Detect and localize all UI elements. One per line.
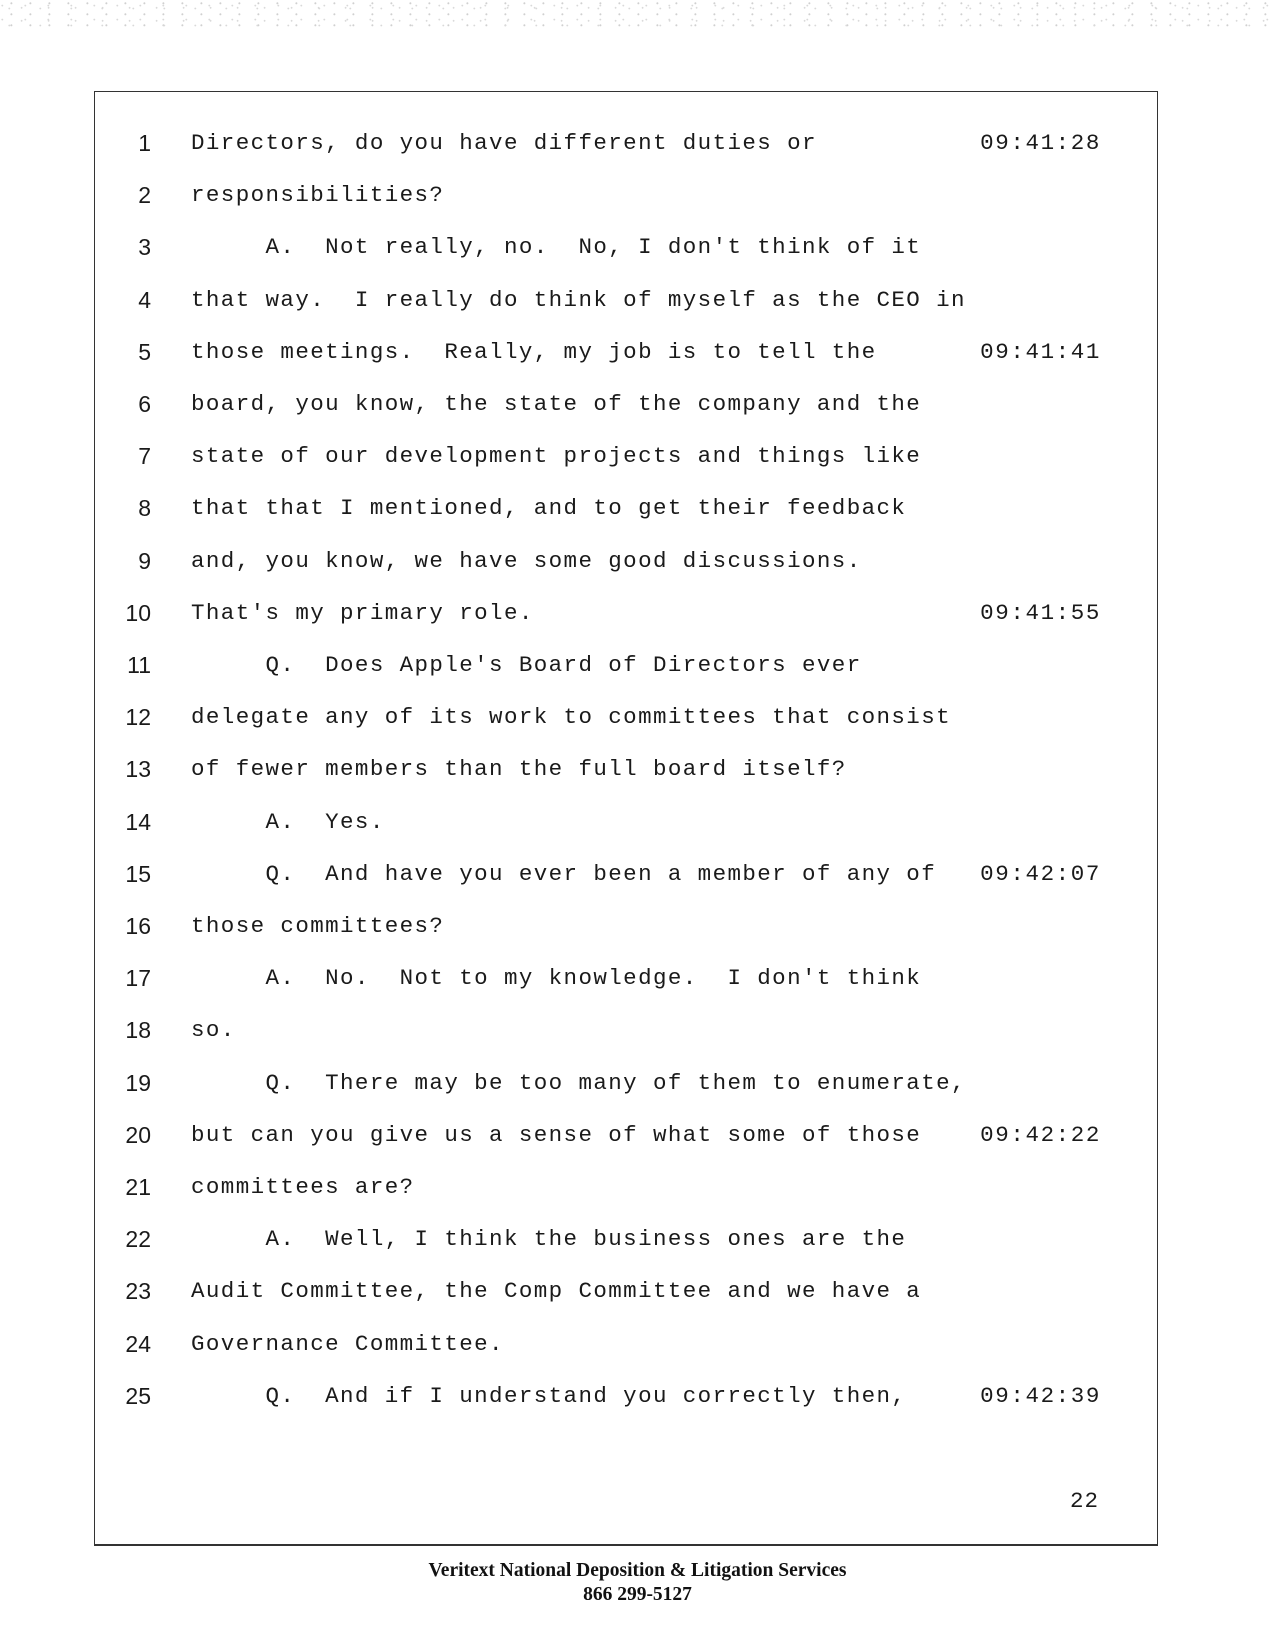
line-number: 17 bbox=[125, 965, 151, 992]
footer bbox=[0, 1559, 1275, 1607]
line-text: Q. Does Apple's Board of Directors ever bbox=[191, 652, 862, 678]
transcript-line bbox=[95, 861, 1159, 901]
line-text: so. bbox=[191, 1017, 236, 1044]
line-number: 7 bbox=[138, 443, 151, 470]
timestamp: 09:41:55 bbox=[980, 599, 1101, 626]
line-text: Q. And have you ever been a member of any of bbox=[191, 860, 937, 887]
transcript-line bbox=[95, 704, 1159, 744]
line-number: 2 bbox=[138, 182, 151, 209]
timestamp: 09:41:28 bbox=[980, 130, 1101, 156]
transcript-line bbox=[95, 234, 1159, 274]
line-number: 4 bbox=[138, 286, 151, 313]
line-text: but can you give us a sense of what some of those bbox=[191, 1121, 922, 1148]
scan-artifact-strip bbox=[0, 0, 1275, 30]
line-number: 23 bbox=[125, 1278, 151, 1305]
transcript-line bbox=[95, 287, 1159, 327]
transcript-line bbox=[95, 339, 1159, 379]
line-number: 10 bbox=[125, 599, 151, 626]
line-text: state of our development projects and things like bbox=[191, 443, 922, 470]
line-text: responsibilities? bbox=[191, 182, 445, 209]
transcript-line bbox=[95, 495, 1159, 535]
line-text: A. No. Not to my knowledge. I don't think bbox=[191, 965, 922, 992]
page-number: 22 bbox=[1069, 1488, 1099, 1514]
line-number: 22 bbox=[125, 1226, 151, 1253]
transcript-line bbox=[95, 443, 1159, 483]
line-number: 3 bbox=[138, 234, 151, 261]
line-number: 19 bbox=[125, 1069, 151, 1096]
transcript-line bbox=[95, 913, 1159, 953]
line-number: 14 bbox=[125, 808, 151, 835]
transcript-line bbox=[95, 965, 1159, 1005]
line-number: 13 bbox=[125, 756, 151, 783]
timestamp: 09:42:39 bbox=[980, 1382, 1101, 1409]
transcript-line bbox=[95, 391, 1159, 431]
timestamp: 09:42:07 bbox=[980, 860, 1101, 887]
line-text: A. Well, I think the business ones are the bbox=[191, 1226, 907, 1253]
line-number: 9 bbox=[138, 547, 151, 574]
transcript-line bbox=[95, 130, 1159, 170]
line-number: 15 bbox=[125, 860, 151, 887]
line-number: 18 bbox=[125, 1017, 151, 1044]
transcript-line bbox=[95, 1017, 1159, 1057]
line-text: Directors, do you have different duties or bbox=[191, 130, 817, 156]
line-text: board, you know, the state of the company and the bbox=[191, 391, 922, 417]
line-text: A. Not really, no. No, I don't think of it bbox=[191, 234, 922, 261]
transcript-line bbox=[95, 600, 1159, 640]
line-text: Q. There may be too many of them to enumerate, bbox=[191, 1069, 966, 1096]
transcript-line bbox=[95, 756, 1159, 796]
line-number: 25 bbox=[125, 1382, 151, 1409]
line-text: those meetings. Really, my job is to tell the bbox=[191, 338, 877, 365]
transcript-line bbox=[95, 548, 1159, 588]
line-text: Audit Committee, the Comp Committee and we have a bbox=[191, 1278, 922, 1305]
line-number: 12 bbox=[125, 704, 151, 731]
transcript-line bbox=[95, 652, 1159, 692]
transcript-line bbox=[95, 1226, 1159, 1266]
transcript-line bbox=[95, 1331, 1159, 1371]
line-text: those committees? bbox=[191, 913, 445, 939]
transcript-line bbox=[95, 809, 1159, 849]
line-text: A. Yes. bbox=[191, 808, 385, 835]
line-number: 6 bbox=[138, 391, 151, 417]
line-number: 1 bbox=[138, 130, 151, 156]
line-number: 16 bbox=[125, 913, 151, 939]
line-text: that way. I really do think of myself as the CEO in bbox=[191, 286, 966, 313]
line-text: delegate any of its work to committees that consist bbox=[191, 704, 952, 731]
line-number: 8 bbox=[138, 495, 151, 522]
line-text: that that I mentioned, and to get their feedback bbox=[191, 495, 907, 522]
line-text: committees are? bbox=[191, 1174, 415, 1200]
transcript-page-frame bbox=[94, 91, 1158, 1546]
timestamp: 09:41:41 bbox=[980, 338, 1101, 365]
line-number: 11 bbox=[127, 652, 151, 678]
line-text: of fewer members than the full board itself? bbox=[191, 756, 847, 783]
line-number: 20 bbox=[125, 1121, 151, 1148]
footer-company: Veritext National Deposition & Litigation Services bbox=[428, 1560, 847, 1581]
line-text: Governance Committee. bbox=[191, 1330, 504, 1357]
transcript-line bbox=[95, 182, 1159, 222]
transcript-line bbox=[95, 1383, 1159, 1423]
timestamp: 09:42:22 bbox=[980, 1121, 1101, 1148]
transcript-line bbox=[95, 1278, 1159, 1318]
line-text: and, you know, we have some good discussions. bbox=[191, 547, 862, 574]
transcript-line bbox=[95, 1122, 1159, 1162]
line-number: 5 bbox=[138, 338, 151, 365]
line-number: 24 bbox=[125, 1330, 151, 1357]
transcript-line bbox=[95, 1070, 1159, 1110]
line-text: That's my primary role. bbox=[191, 599, 534, 626]
line-text: Q. And if I understand you correctly then, bbox=[191, 1382, 907, 1409]
line-number: 21 bbox=[125, 1174, 151, 1200]
transcript-line bbox=[95, 1174, 1159, 1214]
footer-phone: 866 299-5127 bbox=[583, 1584, 692, 1605]
